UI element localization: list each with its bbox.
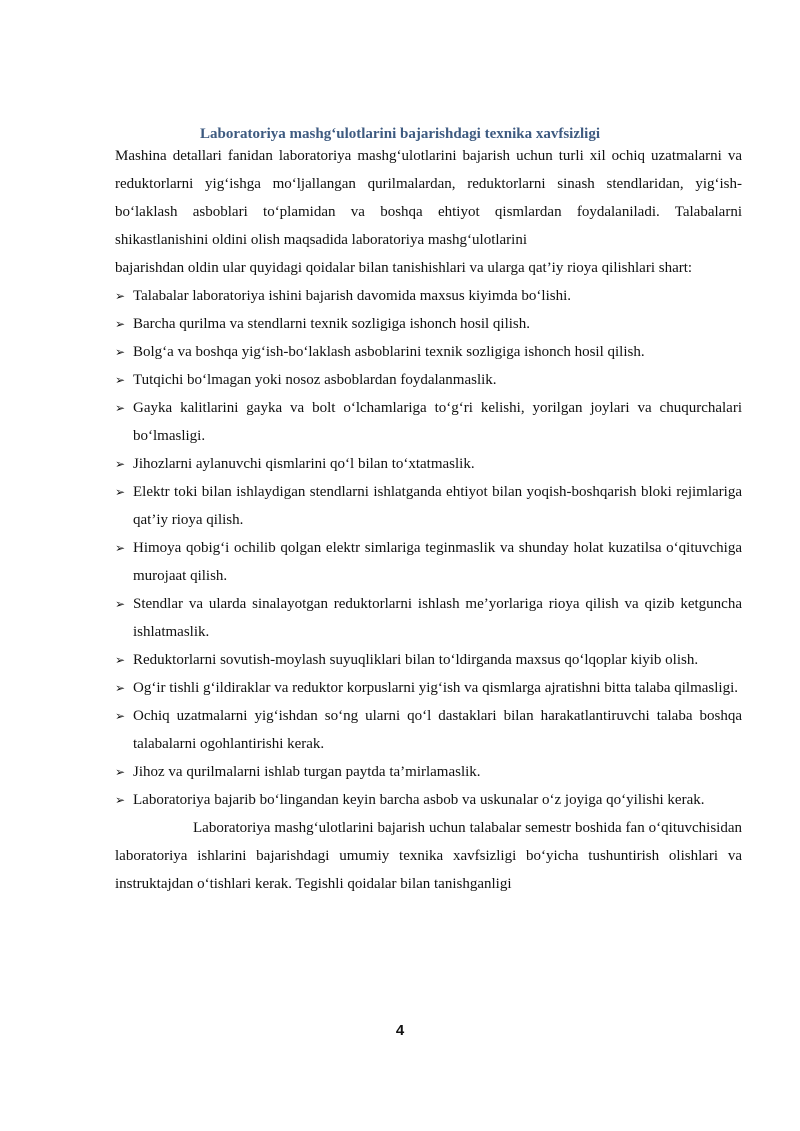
safety-rules-list bbox=[115, 282, 742, 814]
rule-text: Og‘ir tishli g‘ildiraklar va reduktor korpuslarni yig‘ish va qismlarga ajratishni bitta talaba qilmasligi. bbox=[133, 680, 739, 696]
rule-item bbox=[115, 450, 742, 478]
closing-paragraph: Laboratoriya mashg‘ulotlarini bajarish uchun talabalar semestr boshida fan o‘qituvchisidan laboratoriya ishlarini bajarishdagi umumiy texnika xavfsizligi bo‘yicha tushuntirish olishlari va instruktajdan o‘tishlari kerak. Tegishli qoidalar bilan tanishganligi bbox=[115, 820, 742, 892]
rule-item bbox=[115, 534, 742, 590]
page-number: 4 bbox=[395, 1022, 405, 1039]
rule-item bbox=[115, 338, 742, 366]
arrowhead-bullet-icon: ➢ bbox=[115, 373, 126, 387]
rule-item bbox=[115, 366, 742, 394]
rule-text: Jihozlarni aylanuvchi qismlarini qo‘l bilan to‘xtatmaslik. bbox=[133, 456, 475, 472]
document-body bbox=[115, 142, 742, 898]
rule-item bbox=[115, 702, 742, 758]
rule-text: Ochiq uzatmalarni yig‘ishdan so‘ng ularni qo‘l dastaklari bilan harakatlantiruvchi talaba boshqa talabalarni ogohlantirishi kerak. bbox=[133, 708, 742, 752]
rule-item bbox=[115, 590, 742, 646]
rule-text: Gayka kalitlarini gayka va bolt o‘lchamlariga to‘g‘ri kelishi, yorilgan joylari va chuqurchalari bo‘lmasligi. bbox=[133, 400, 742, 444]
arrowhead-bullet-icon: ➢ bbox=[115, 485, 126, 499]
intro-paragraph-continued: bajarishdan oldin ular quyidagi qoidalar bilan tanishishlari va ularga qat’iy rioya qilishlari shart: bbox=[115, 260, 693, 276]
rule-item bbox=[115, 478, 742, 534]
rule-text: Reduktorlarni sovutish-moylash suyuqliklari bilan to‘ldirganda maxsus qo‘lqoplar kiyib olish. bbox=[133, 652, 699, 668]
rule-text: Tutqichi bo‘lmagan yoki nosoz asboblardan foydalanmaslik. bbox=[133, 372, 497, 388]
rule-text: Stendlar va ularda sinalayotgan reduktorlarni ishlash me’yorlariga rioya qilish va qizib ketguncha ishlatmaslik. bbox=[133, 596, 742, 640]
arrowhead-bullet-icon: ➢ bbox=[115, 765, 126, 779]
arrowhead-bullet-icon: ➢ bbox=[115, 597, 126, 611]
arrowhead-bullet-icon: ➢ bbox=[115, 345, 126, 359]
rule-text: Elektr toki bilan ishlaydigan stendlarni ishlatganda ehtiyot bilan yoqish-boshqarish bloki rejimlariga qat’iy rioya qilish. bbox=[133, 484, 742, 528]
rule-item bbox=[115, 394, 742, 450]
rule-text: Jihoz va qurilmalarni ishlab turgan paytda ta’mirlamaslik. bbox=[133, 764, 481, 780]
rule-text: Laboratoriya bajarib bo‘lingandan keyin barcha asbob va uskunalar o‘z joyiga qo‘yilishi kerak. bbox=[133, 792, 705, 808]
rule-item bbox=[115, 310, 742, 338]
rule-text: Himoya qobig‘i ochilib qolgan elektr simlariga teginmaslik va shunday holat kuzatilsa o‘qituvchiga murojaat qilish. bbox=[133, 540, 742, 584]
rule-text: Talabalar laboratoriya ishini bajarish davomida maxsus kiyimda bo‘lishi. bbox=[133, 288, 572, 304]
arrowhead-bullet-icon: ➢ bbox=[115, 457, 126, 471]
arrowhead-bullet-icon: ➢ bbox=[115, 793, 126, 807]
arrowhead-bullet-icon: ➢ bbox=[115, 317, 126, 331]
intro-paragraph: Mashina detallari fanidan laboratoriya mashg‘ulotlarini bajarish uchun turli xil ochiq uzatmalarni va reduktorlarni yig‘ishga mo‘ljallangan qurilmalardan, reduktorlarni sinash stendlaridan, yig‘ish-bo‘laklash asboblari to‘plamidan va boshqa ehtiyot qismlardan foydalaniladi. Talabalarni shikastlanishini oldini olish maqsadida laboratoriya mashg‘ulotlarini bbox=[115, 148, 742, 248]
arrowhead-bullet-icon: ➢ bbox=[115, 709, 126, 723]
arrowhead-bullet-icon: ➢ bbox=[115, 653, 126, 667]
rule-item bbox=[115, 674, 742, 702]
rule-item bbox=[115, 786, 742, 814]
rule-text: Bolg‘a va boshqa yig‘ish-bo‘laklash asboblarini texnik sozligiga ishonch hosil qilish. bbox=[133, 344, 645, 360]
rule-item bbox=[115, 646, 742, 674]
arrowhead-bullet-icon: ➢ bbox=[115, 541, 126, 555]
arrowhead-bullet-icon: ➢ bbox=[115, 289, 126, 303]
arrowhead-bullet-icon: ➢ bbox=[115, 401, 126, 415]
rule-text: Barcha qurilma va stendlarni texnik sozligiga ishonch hosil qilish. bbox=[133, 316, 531, 332]
rule-item bbox=[115, 758, 742, 786]
rule-item bbox=[115, 282, 742, 310]
arrowhead-bullet-icon: ➢ bbox=[115, 681, 126, 695]
section-title: Laboratoriya mashg‘ulotlarini bajarishdagi texnika xavfsizligi bbox=[199, 126, 601, 142]
